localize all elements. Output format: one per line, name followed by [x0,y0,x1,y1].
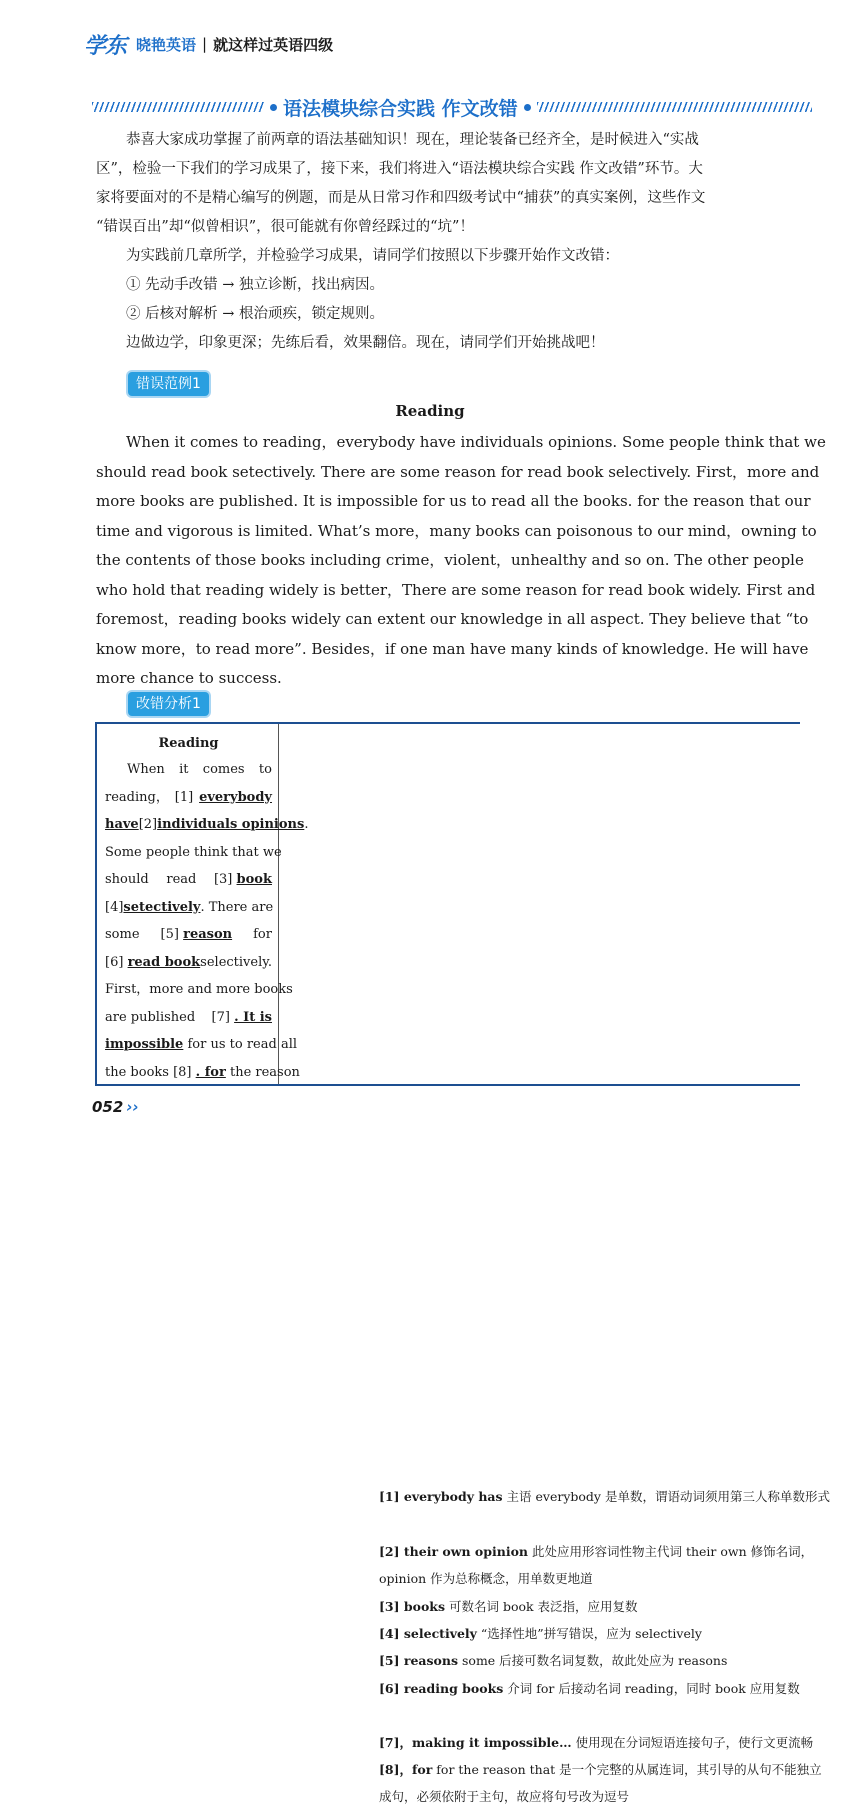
reading-passage [96,428,826,694]
error-marker: [3] [213,872,233,887]
annotated-line: have [2] individuals opinions . [105,811,272,839]
intro-line: 边做边学，印象更深；先练后看，效果翻倍。现在，请同学们开始挑战吧！ [126,335,605,351]
word: read [166,872,197,887]
error-highlight: . It is [234,1009,272,1025]
intro-step: ① 先动手改错 → 独立诊断，找出病因。 [126,277,384,293]
hatch-decoration-right [537,102,812,112]
word: it [179,762,189,777]
passage-line: know more，to read more”. Besides，if one man have many kinds of knowledge. He will have [96,639,809,658]
passage-line: should read book setectively. There are some reason for read book selectively. First，more and [96,462,820,481]
error-marker: [8] [173,1064,192,1080]
passage-line: When it comes to reading，everybody have individuals opinions. Some people think that we [126,433,826,451]
error-highlight: book [236,872,272,887]
bullet-dot [524,104,531,111]
word: the books [105,1064,169,1080]
intro-line: 区”，检验一下我们的学习成果了，接下来，我们将进入“语法模块综合实践 作文改错”环节。大 [96,161,703,177]
intro-line: 为实践前几章所学，并检验学习成果，请同学们按照以下步骤开始作文改错： [126,248,619,264]
correction-item: [2] their own opinion 此处应用形容词性物主代词 their own 修饰名词， [379,1544,814,1559]
error-highlight: reason [183,927,233,942]
publisher-logo: 学东 [84,33,127,59]
correction-item: 成句，必须依附于主句，故应将句号改为逗号 [379,1789,630,1804]
page-arrows: ›› [126,1098,139,1116]
word: for us to read all [187,1037,298,1052]
page-footer [92,1098,139,1116]
intro-step: ② 后核对解析 → 根治顽疾，锁定规则。 [126,306,384,322]
error-highlight: individuals opinions [157,817,305,832]
book-title: 就这样过英语四级 [213,35,334,54]
passage-line: time and vigorous is limited. What’s more，many books can poisonous to our mind，owning to [96,521,817,540]
error-marker: [5] [160,927,179,942]
word: the reason [229,1064,300,1080]
reading-title: Reading [395,402,465,420]
intro-line: 家将要面对的不是精心编写的例题，而是从日常习作和四级考试中“捕获”的真实案例，这些作文 [96,190,706,206]
error-highlight: setectively [123,899,201,915]
annotated-line: Some people think that we [105,844,282,860]
annotated-passage-column [97,724,309,1084]
correction-item: [5] reasons some 后接可数名词复数，故此处应为 reasons [379,1653,728,1668]
error-marker: [1] [174,789,194,805]
annotated-line [105,949,272,977]
word: When [127,762,165,777]
bullet-dot [270,104,277,111]
word: should [105,872,149,887]
error-highlight: impossible [105,1037,184,1052]
passage-line: more chance to success. [96,669,282,687]
analysis-tag: 改错分析1 [128,692,209,716]
annotated-line [105,784,272,812]
annotated-title: Reading [158,736,219,751]
annotated-line: First，more and more books [105,982,293,997]
word: selectively. [200,954,272,970]
passage-line: the contents of those books including crime，violent，unhealthy and so on. The other people [96,551,804,569]
passage-line: who hold that reading widely is better，There are some reason for read book widely. First and [96,580,816,599]
section-title: 语法模块综合实践 作文改错 [283,97,518,120]
correction-item: [1] everybody has 主语 everybody 是单数，谓语动词须用第三人称单数形式 [379,1489,830,1504]
error-marker: [6] [105,954,124,970]
intro-line: 恭喜大家成功掌握了前两章的语法基础知识！现在，理论装备已经齐全，是时候进入“实战 [126,132,699,148]
annotated-line [105,894,272,922]
annotated-line [105,921,272,949]
hatch-decoration-left [92,102,264,112]
error-marker: [4] [105,899,124,915]
correction-item: [8]，for for the reason that 是一个完整的从属连词，其引导的从句不能独立 [379,1762,822,1777]
error-highlight: . for [195,1064,226,1080]
page-number: 052 [92,1098,124,1116]
correction-item: opinion 作为总称概念，用单数更地道 [379,1571,593,1586]
brand-name: 晓艳英语 [136,35,197,54]
error-marker: [7] [211,1009,230,1025]
intro-text [96,126,800,358]
header-separator: | [202,35,208,53]
corrections-column [279,724,830,1804]
error-highlight: read book [127,954,201,970]
error-highlight: have [105,817,139,832]
passage-line: more books are published. It is impossible for us to read all the books. for the reason that our [96,492,811,510]
error-marker: [2] [138,817,158,832]
annotated-line [105,756,272,784]
word: are published [105,1009,196,1025]
correction-item: [4] selectively “选择性地”拼写错误，应为 selectively [379,1626,702,1641]
word: . There are [200,899,274,915]
intro-line: “错误百出”却“似曾相识”，很可能就有你曾经踩过的“坑”！ [96,219,474,235]
page-header [84,30,333,58]
annotated-line [105,1059,300,1087]
word: to [258,762,272,777]
annotated-line [105,866,272,894]
annotated-line [105,1004,272,1032]
word: comes [202,762,245,777]
correction-item: [6] reading books 介词 for 后接动名词 reading，同时 book 应用复数 [379,1681,800,1696]
section-heading [92,92,812,122]
error-example-tag: 错误范例1 [128,372,209,396]
correction-item: [3] books 可数名词 book 表泛指，应用复数 [379,1599,638,1614]
correction-item: [7]，making it impossible… 使用现在分词短语连接句子，使行文更流畅 [379,1735,814,1750]
word: for [253,927,272,942]
word: reading， [105,789,169,805]
passage-line: foremost，reading books widely can extent our knowledge in all aspect. They believe that “to [96,610,809,628]
error-highlight: everybody [199,789,272,805]
word: some [105,927,140,942]
annotated-line [105,1031,298,1059]
